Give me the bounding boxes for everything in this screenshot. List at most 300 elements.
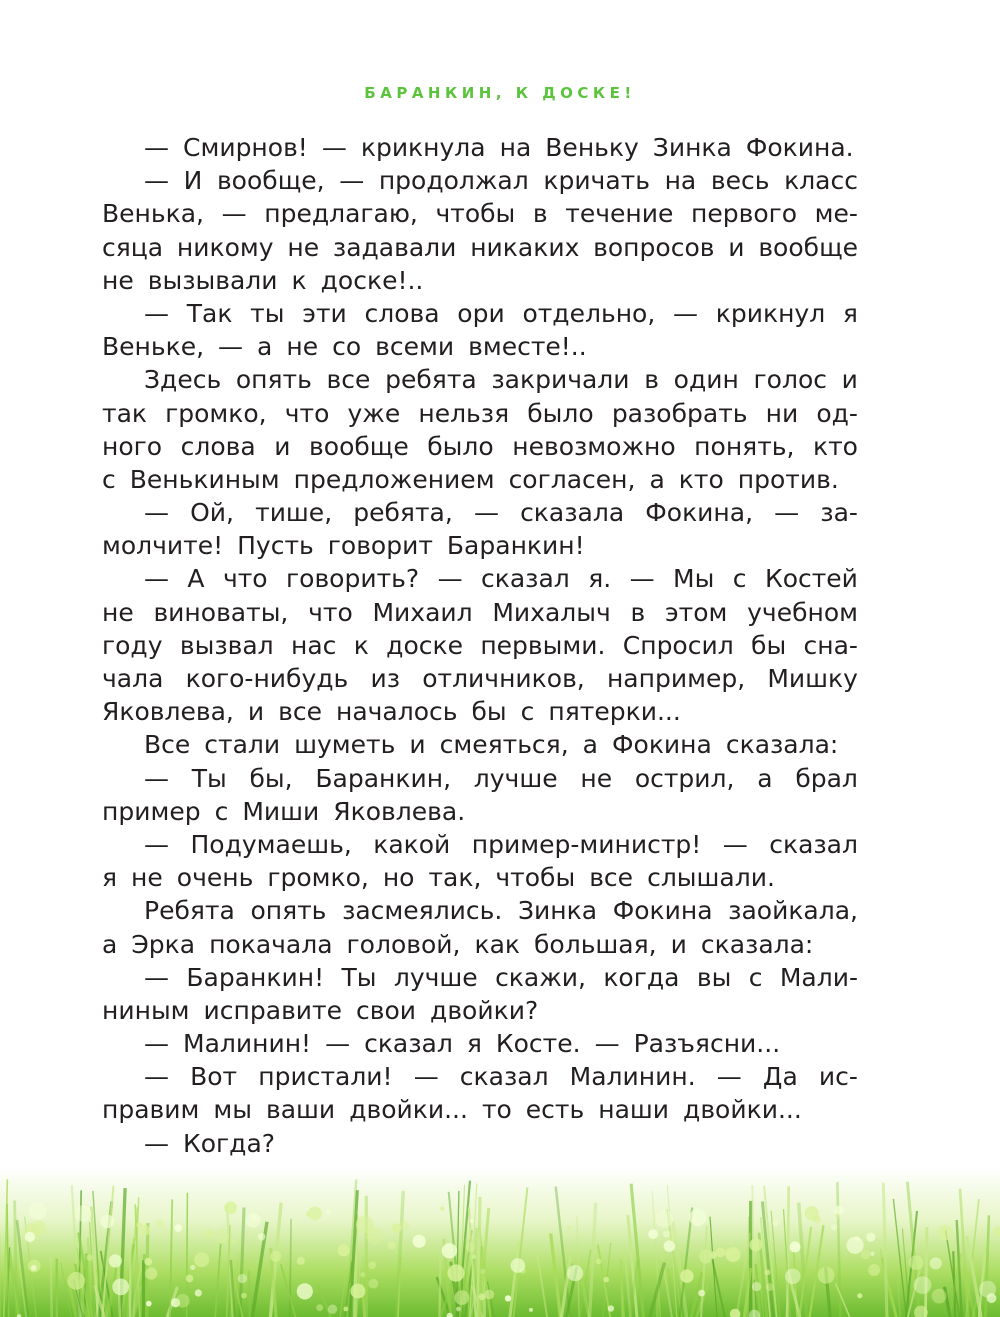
word: Малинин! [183, 1029, 312, 1059]
text-line [102, 662, 858, 695]
word: когда [603, 962, 680, 992]
text-line [102, 1093, 858, 1126]
word: Ты [191, 763, 227, 793]
word: со [332, 332, 362, 362]
word: наши [598, 1095, 670, 1125]
word: Михаил [372, 597, 473, 627]
word: — [144, 1128, 169, 1158]
dew-dot [328, 1305, 337, 1314]
dew-dot [596, 1259, 602, 1265]
word: первого [690, 199, 798, 229]
word: в [532, 199, 548, 229]
dew-dot [604, 1277, 610, 1283]
word: Веньку [545, 133, 639, 162]
word: ты [250, 298, 285, 328]
word: — [144, 1062, 169, 1092]
word: — [339, 166, 365, 196]
dew-dot [772, 1220, 779, 1227]
dew-dot [224, 1201, 237, 1214]
dew-dot [765, 1269, 771, 1275]
dew-dot [258, 1233, 266, 1241]
text-line [102, 928, 858, 961]
word: против. [737, 464, 839, 494]
word: один [673, 365, 739, 395]
word: Фокина. [745, 133, 854, 162]
word: — [716, 1062, 742, 1092]
dew-dot [749, 1238, 762, 1251]
word: все [278, 697, 322, 727]
word: так [102, 398, 147, 428]
word: Венька, [102, 199, 204, 229]
word: Яковлева, [102, 697, 234, 727]
word: что [284, 398, 330, 428]
word: — [774, 498, 800, 528]
word: ни [765, 398, 799, 428]
word: опять [250, 896, 327, 926]
text-line [102, 397, 858, 430]
word: Баранкин! [446, 531, 585, 561]
word: ме- [814, 199, 858, 229]
word: брал [795, 763, 858, 793]
word: так, [428, 863, 482, 893]
word: тише, [255, 498, 333, 528]
word: большая, [534, 929, 657, 959]
dew-dot [67, 1272, 85, 1290]
word: ребята, [353, 498, 453, 528]
word: не [102, 265, 134, 295]
word: Малинин. [569, 1062, 696, 1092]
text-line [102, 496, 858, 529]
word: к [353, 630, 369, 660]
dew-dot [608, 1305, 614, 1311]
word: кто [678, 464, 724, 494]
text-line [102, 363, 858, 396]
word: смеяться, [439, 730, 569, 760]
grass-image [0, 1167, 1000, 1317]
word: не [287, 232, 320, 262]
word: сказала [520, 498, 625, 528]
word: заойкала, [728, 896, 858, 926]
text-line [102, 994, 858, 1027]
word: сна- [803, 630, 858, 660]
text-line [102, 762, 858, 795]
word: в [644, 365, 659, 395]
word: а [102, 929, 118, 959]
word: Ты [341, 962, 377, 992]
word: пятерки... [548, 697, 681, 727]
dew-dot [399, 1220, 409, 1230]
word: чтобы [495, 863, 576, 893]
dew-dot [297, 1257, 305, 1265]
dew-dot [447, 1264, 464, 1281]
word: Эрка [131, 929, 196, 959]
word: задавали [332, 232, 457, 262]
dew-dot [484, 1290, 494, 1300]
word: Фокина [612, 730, 712, 760]
word: пристали! [258, 1062, 393, 1092]
word: Пусть [237, 531, 314, 561]
dew-dot [454, 1290, 469, 1305]
word: острил, [634, 763, 735, 793]
word: бы, [249, 763, 293, 793]
dew-dot [861, 1250, 870, 1259]
dew-dot [456, 1307, 461, 1312]
text-line [102, 231, 858, 264]
word: ного [102, 431, 163, 461]
text-line [102, 330, 858, 363]
word: я [842, 298, 858, 328]
word: учебном [747, 597, 858, 627]
dew-dot [648, 1229, 658, 1239]
word: доске [386, 630, 463, 660]
word: шуметь [294, 730, 396, 760]
word: чтобы [435, 199, 516, 229]
dew-dot [567, 1265, 583, 1281]
word: Зинка [518, 896, 598, 926]
word: Фокина, [645, 498, 754, 528]
word: — [144, 763, 169, 793]
dew-dot [241, 1293, 247, 1299]
running-head: БАРАНКИН, К ДОСКЕ! [364, 84, 636, 102]
dew-dot [387, 1241, 395, 1249]
dew-dot [480, 1269, 485, 1274]
word: предложением [293, 464, 495, 494]
text-line [102, 264, 858, 297]
word: Разъясни... [633, 1029, 781, 1059]
word: вызывали [147, 265, 278, 295]
text-line [102, 430, 858, 463]
dew-dot [466, 1242, 476, 1252]
word: — [218, 332, 244, 362]
dew-dot [176, 1294, 190, 1308]
word: Косте. [495, 1029, 581, 1059]
dew-dot [87, 1254, 94, 1261]
text-line [102, 828, 858, 861]
word: — [144, 166, 169, 196]
word: никаких [470, 232, 580, 262]
word: Здесь [144, 365, 222, 395]
word: ребята [385, 365, 477, 395]
word: кто [813, 431, 858, 461]
dew-dot [909, 1255, 924, 1270]
word: и [728, 232, 745, 262]
word: из [370, 664, 401, 693]
dew-dot [831, 1224, 837, 1230]
word: Фокина [612, 896, 713, 926]
word: — [413, 1062, 439, 1092]
word: слышали. [647, 863, 775, 893]
grass-blade [925, 1227, 927, 1317]
word: началось [336, 697, 458, 727]
dew-dot [511, 1258, 526, 1273]
word: свои [356, 995, 417, 1025]
word: стали [204, 730, 281, 760]
word: двойки... [683, 1095, 802, 1125]
word: голос [753, 365, 827, 395]
word: лучше [393, 962, 478, 992]
dew-dot [470, 1219, 474, 1223]
word: согласен, [508, 464, 636, 494]
dew-dot [308, 1207, 322, 1221]
word: а [649, 464, 665, 494]
dew-dot [146, 1301, 152, 1307]
dew-dot [870, 1252, 874, 1256]
word: Веньке, [102, 332, 205, 362]
dew-dot [338, 1244, 350, 1256]
text-line [102, 197, 858, 230]
dew-dot [479, 1293, 486, 1300]
dew-dot [31, 1220, 47, 1236]
word: — [144, 829, 169, 859]
word: не [131, 863, 163, 893]
dew-dot [368, 1279, 378, 1289]
dew-dot [413, 1235, 426, 1248]
word: нельзя [418, 398, 510, 428]
word: с [102, 464, 116, 494]
word: Баранкин, [315, 763, 452, 793]
dew-dot [868, 1264, 880, 1276]
word: вообще [758, 232, 858, 262]
word: Венькиным [129, 464, 280, 494]
word: пример-министр! [471, 829, 702, 859]
word: вы [696, 962, 732, 992]
word: Так [186, 298, 233, 328]
dew-dot [326, 1210, 331, 1215]
word: головой, [346, 929, 461, 959]
word: вообще, [216, 166, 325, 196]
word: Ребята [144, 896, 235, 926]
word: — [325, 1029, 351, 1059]
word: отличников, [422, 664, 585, 693]
word: очень [176, 863, 254, 893]
word: од- [816, 398, 858, 428]
word: а [757, 763, 773, 793]
dew-dot [472, 1255, 476, 1259]
dew-dot [368, 1261, 376, 1269]
word: бы [471, 697, 507, 727]
word: И [183, 166, 203, 196]
dew-dot [835, 1214, 839, 1218]
dew-dot [316, 1304, 323, 1311]
dew-dot [866, 1233, 875, 1242]
text-line [102, 562, 858, 595]
word: не [580, 763, 613, 793]
word: двойки? [430, 995, 539, 1025]
dew-dot [155, 1219, 164, 1228]
word: правим [102, 1095, 200, 1125]
word: сказал [769, 829, 858, 859]
dew-dot [698, 1290, 705, 1297]
word: сказала: [725, 730, 839, 760]
dew-dot [109, 1254, 122, 1267]
word: и [247, 697, 265, 727]
dew-dot [29, 1202, 47, 1220]
text-line [102, 728, 858, 761]
word: и [274, 431, 291, 461]
word: и [409, 730, 426, 760]
word: громко, [267, 863, 369, 893]
word: Подумаешь, [190, 829, 352, 859]
word: — [144, 962, 169, 992]
word: чала [102, 664, 164, 693]
dew-dot [186, 1275, 194, 1283]
text-line [102, 1060, 858, 1093]
text-line [102, 629, 858, 662]
dew-dot [805, 1206, 819, 1220]
word: двойки... [349, 1095, 468, 1125]
word: сказал [459, 1062, 549, 1092]
word: исправите [203, 995, 342, 1025]
word: течение [565, 199, 674, 229]
grass-blade [249, 1271, 250, 1317]
word: Да [762, 1062, 798, 1092]
word: опять [235, 365, 312, 395]
word: с [214, 796, 229, 826]
word: кричать [543, 166, 650, 196]
dew-dot [360, 1272, 365, 1277]
text-line [102, 894, 858, 927]
word: Спросил [622, 630, 734, 660]
dew-dot [350, 1284, 365, 1299]
word: ниным [102, 995, 190, 1025]
word: пример [102, 796, 201, 826]
word: всеми [375, 332, 455, 362]
word: а [257, 332, 273, 362]
word: например, [606, 664, 746, 693]
dew-dot [139, 1225, 150, 1236]
dew-dot [766, 1283, 774, 1291]
word: я. [588, 564, 612, 594]
word: Яковлева. [333, 796, 466, 826]
dew-dot [270, 1251, 281, 1262]
word: не [102, 597, 134, 627]
word: к [291, 265, 307, 295]
text-line [102, 961, 858, 994]
word: как [474, 929, 520, 959]
word: вызвал [179, 630, 274, 660]
word: ори [457, 298, 505, 328]
word: я [102, 863, 118, 893]
dew-dot [366, 1227, 383, 1244]
dew-dot [930, 1257, 942, 1269]
dew-dot [31, 1265, 37, 1271]
dew-dot [174, 1224, 182, 1232]
text-line [102, 1027, 858, 1060]
word: уже [347, 398, 401, 428]
word: на [664, 166, 697, 196]
grass-illustration [0, 1167, 1000, 1317]
word: Все [144, 730, 191, 760]
text-line [102, 861, 858, 894]
dew-dot [215, 1229, 229, 1243]
word: вместе!.. [468, 332, 587, 362]
dew-dot [664, 1240, 675, 1251]
word: за- [820, 498, 858, 528]
text-line [102, 463, 858, 496]
word: весь [710, 166, 770, 196]
word: было [427, 431, 494, 461]
dew-dot [726, 1247, 741, 1262]
dew-dot [937, 1225, 952, 1240]
dew-dot [297, 1283, 313, 1299]
word: все [326, 365, 371, 395]
dew-dot [112, 1279, 129, 1296]
text-line [102, 795, 858, 828]
dew-dot [205, 1229, 215, 1239]
text-line [102, 164, 858, 197]
word: Мы [673, 564, 715, 594]
dew-dot [835, 1206, 844, 1215]
text-line [102, 596, 858, 629]
word: Миши [242, 796, 320, 826]
dew-dot [689, 1209, 706, 1226]
dew-dot [75, 1205, 91, 1221]
word: эти [302, 298, 347, 328]
word: доске!.. [320, 265, 424, 295]
word: ваши [266, 1095, 336, 1125]
word: — [722, 829, 748, 859]
dew-dot [818, 1267, 835, 1284]
word: предлагаю, [264, 199, 418, 229]
word: слова [180, 431, 256, 461]
text-line [102, 131, 858, 164]
word: громко, [165, 398, 267, 428]
word: — [629, 564, 655, 594]
word: вопросов [593, 232, 715, 262]
word: крикнул [715, 298, 826, 328]
word: скажи, [495, 962, 586, 992]
word: разобрать [611, 398, 748, 428]
dew-dot [567, 1225, 572, 1230]
word: вообще [309, 431, 409, 461]
dew-dot [529, 1308, 533, 1312]
word: — [144, 498, 169, 528]
word: было [527, 398, 594, 428]
word: сяца [102, 232, 164, 262]
word: Смирнов! [183, 133, 308, 162]
dew-dot [505, 1295, 511, 1301]
word: году [102, 630, 163, 660]
word: нас [290, 630, 337, 660]
word: — [221, 199, 247, 229]
dew-dot [932, 1289, 947, 1304]
word: говорить? [286, 564, 420, 594]
dew-dot [847, 1237, 864, 1254]
word: — [144, 298, 169, 328]
dew-dot [101, 1215, 115, 1229]
word: и [670, 929, 687, 959]
word: Вот [190, 1062, 238, 1092]
word: Баранкин! [186, 962, 325, 992]
dew-dot [246, 1213, 261, 1228]
word: Мишку [767, 664, 858, 693]
word: крикнула [360, 133, 486, 162]
word: говорит [327, 531, 433, 561]
word: Ой, [190, 498, 234, 528]
word: то [481, 1095, 512, 1125]
word: все [589, 863, 634, 893]
word: виноваты, [153, 597, 289, 627]
dew-dot [194, 1252, 209, 1267]
word: Когда? [183, 1128, 276, 1158]
dew-dot [231, 1239, 237, 1245]
word: сказал [364, 1029, 453, 1059]
word: первыми. [480, 630, 606, 660]
text-line [102, 695, 858, 728]
grass-blade [51, 1246, 52, 1317]
word: молчите! [102, 531, 224, 561]
word: — [144, 1029, 169, 1059]
